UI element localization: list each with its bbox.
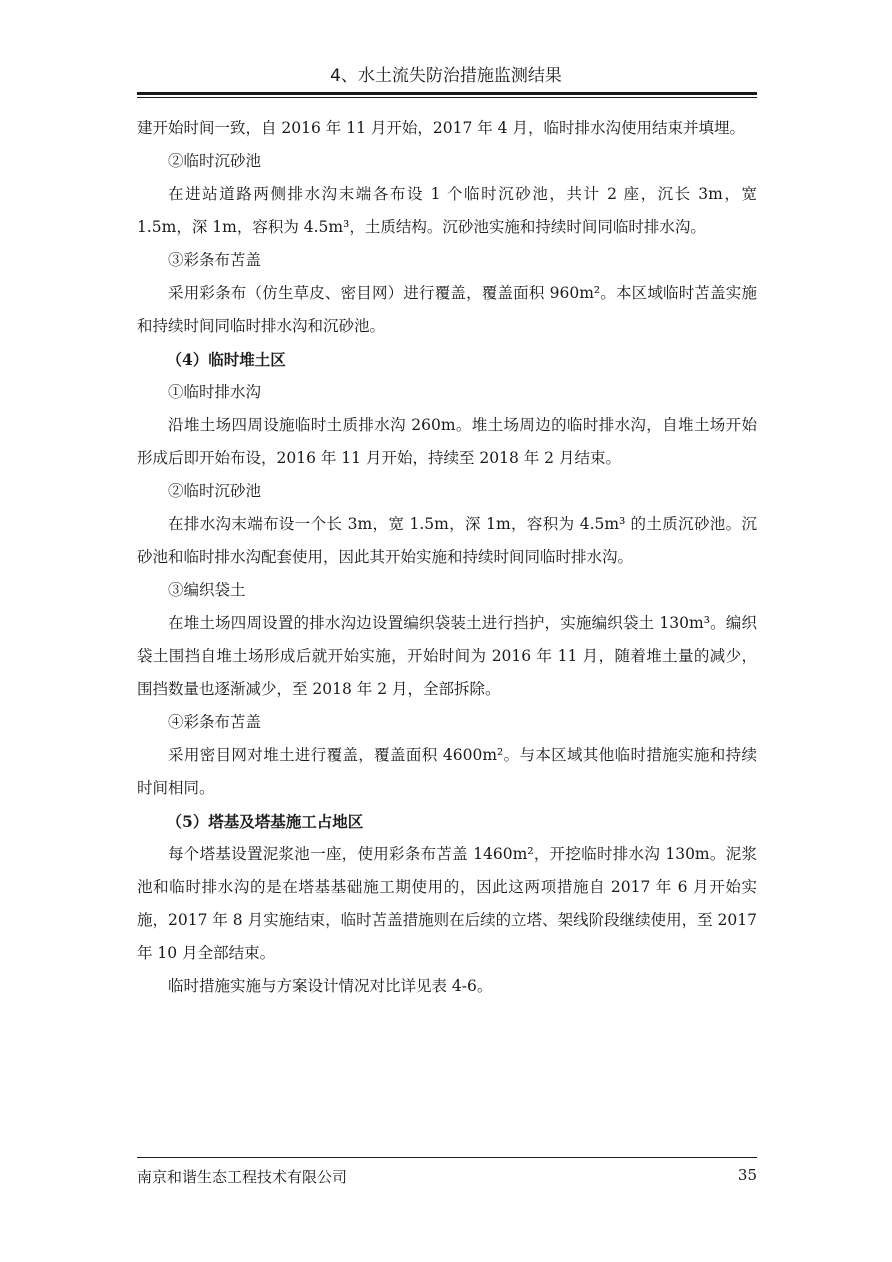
paragraph: 采用彩条布（仿生草皮、密目网）进行覆盖，覆盖面积 960m²。本区域临时苫盖实施和持续时间同临时排水沟和沉砂池。 <box>137 284 757 335</box>
subheading: ③编织袋土 <box>168 581 246 599</box>
header-rule-thick <box>137 92 757 95</box>
footer-company: 南京和谐生态工程技术有限公司 <box>137 1168 348 1186</box>
subheading: ②临时沉砂池 <box>168 482 262 500</box>
paragraph: 临时措施实施与方案设计情况对比详见表 4-6。 <box>168 977 493 995</box>
subheading: ②临时沉砂池 <box>168 152 262 170</box>
document-body <box>137 112 757 1003</box>
footer-rule <box>137 1157 757 1158</box>
subheading: ①临时排水沟 <box>168 383 262 401</box>
paragraph: 在排水沟末端布设一个长 3m，宽 1.5m，深 1m，容积为 4.5m³ 的土质沉砂池。沉砂池和临时排水沟配套使用，因此其开始实施和持续时间同临时排水沟。 <box>137 515 757 566</box>
paragraph: 在堆土场四周设置的排水沟边设置编织袋装土进行挡护，实施编织袋土 130m³。编织袋土围挡自堆土场形成后就开始实施，开始时间为 2016 年 11 月，随着堆土量的减少，围挡数量也逐渐减少，至 2018 年 2 月，全部拆除。 <box>137 614 757 698</box>
page-number: 35 <box>737 1166 757 1184</box>
paragraph: 沿堆土场四周设施临时土质排水沟 260m。堆土场周边的临时排水沟，自堆土场开始形成后即开始布设，2016 年 11 月开始，持续至 2018 年 2 月结束。 <box>137 416 757 467</box>
section-heading: （4）临时堆土区 <box>166 350 286 369</box>
paragraph: 建开始时间一致，自 2016 年 11 月开始，2017 年 4 月，临时排水沟使用结束并填埋。 <box>137 119 745 137</box>
paragraph: 每个塔基设置泥浆池一座，使用彩条布苫盖 1460m²，开挖临时排水沟 130m。泥浆池和临时排水沟的是在塔基基础施工期使用的，因此这两项措施自 2017 年 6 月开始实施，2017 年 8 月实施结束，临时苫盖措施则在后续的立塔、架线阶段继续使用，至 2017 年 10 月全部结束。 <box>137 845 757 962</box>
paragraph: 采用密目网对堆土进行覆盖，覆盖面积 4600m²。与本区域其他临时措施实施和持续时间相同。 <box>137 746 757 797</box>
paragraph: 在进站道路两侧排水沟末端各布设 1 个临时沉砂池，共计 2 座，沉长 3m，宽 1.5m，深 1m，容积为 4.5m³，土质结构。沉砂池实施和持续时间同临时排水沟。 <box>137 185 757 236</box>
subheading: ④彩条布苫盖 <box>168 713 262 731</box>
section-heading: （5）塔基及塔基施工占地区 <box>166 812 364 831</box>
header-rule-thin <box>137 97 757 98</box>
subheading: ③彩条布苫盖 <box>168 251 262 269</box>
page-header-title: 4、水土流失防治措施监测结果 <box>330 66 562 86</box>
